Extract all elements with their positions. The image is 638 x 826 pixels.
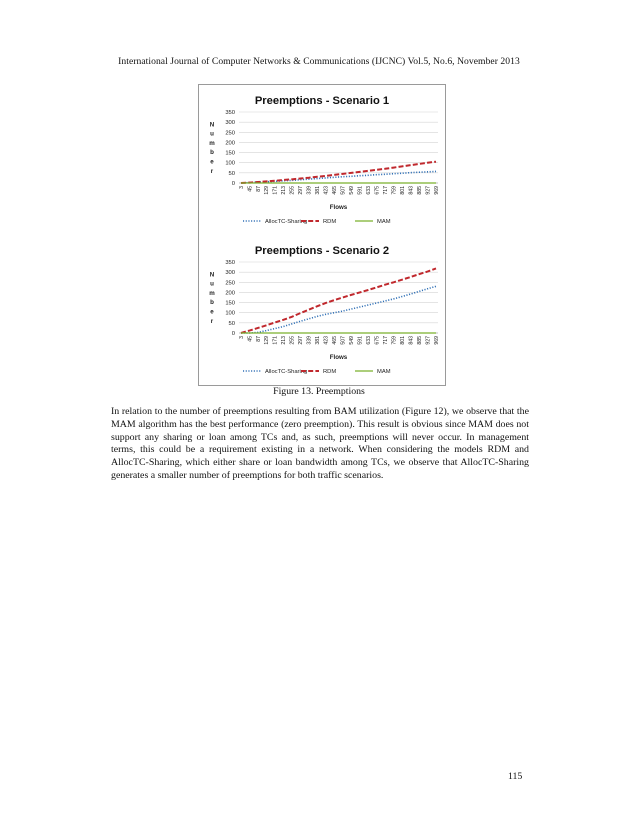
legend-label: RDM	[323, 219, 337, 225]
y-tick-label: 300	[225, 270, 235, 277]
x-tick-label: 927	[425, 186, 432, 195]
y-axis-label-letter: u	[210, 280, 214, 288]
x-tick-label: 507	[340, 336, 347, 345]
x-tick-label: 381	[315, 336, 322, 345]
y-axis-label-letter: m	[209, 139, 215, 147]
x-tick-label: 591	[357, 186, 364, 195]
figure-preemptions	[198, 84, 446, 386]
x-tick-label: 507	[340, 186, 347, 195]
x-tick-label: 465	[332, 336, 339, 345]
x-tick-label: 843	[408, 186, 415, 195]
page-number: 115	[508, 771, 523, 782]
journal-header: International Journal of Computer Networks & Communications (IJCNC) Vol.5, No.6, November 2013	[118, 56, 520, 67]
x-tick-label: 339	[306, 186, 313, 195]
legend-label: AllocTC-Sharing	[265, 369, 308, 375]
y-axis-label-letter: e	[210, 158, 214, 166]
y-tick-label: 200	[225, 290, 235, 297]
y-axis-label-letter: N	[209, 121, 215, 129]
x-tick-label: 675	[374, 336, 381, 345]
x-tick-label: 969	[433, 336, 440, 345]
x-axis-label: Flows	[329, 204, 348, 211]
x-tick-label: 885	[416, 186, 423, 195]
y-axis-label-letter: b	[210, 299, 214, 307]
series-line-alloctc-sharing	[241, 286, 436, 333]
x-tick-label: 969	[433, 186, 440, 195]
x-tick-label: 633	[365, 336, 372, 345]
legend-label: MAM	[377, 219, 391, 225]
x-tick-label: 45	[247, 336, 254, 342]
legend-label: RDM	[323, 369, 337, 375]
x-tick-label: 759	[391, 336, 398, 345]
x-tick-label: 129	[264, 336, 271, 345]
y-axis-label-letter: r	[210, 167, 214, 175]
y-tick-label: 0	[231, 331, 235, 337]
x-tick-label: 171	[272, 186, 279, 195]
y-tick-label: 350	[225, 110, 235, 116]
x-tick-label: 213	[281, 336, 288, 345]
x-tick-label: 549	[349, 336, 356, 345]
x-tick-label: 717	[382, 336, 389, 345]
x-tick-label: 297	[298, 336, 305, 345]
x-tick-label: 927	[425, 336, 432, 345]
y-axis-label-letter: m	[209, 289, 215, 297]
x-tick-label: 801	[399, 186, 406, 195]
x-tick-label: 591	[357, 336, 364, 345]
y-tick-label: 50	[228, 170, 235, 177]
x-tick-label: 843	[408, 336, 415, 345]
body-paragraph: In relation to the number of preemptions resulting from BAM utilization (Figure 12), we observe that the MAM algorithm has the best performance (zero preemption). This result is obvious since MAM does not support any sharing or loan among TCs and, as such, preemptions will never occur. In management terms, this could be a requirement existing in a network. When considering the models RDM and AllocTC-Sharing, which either share or loan bandwidth among TCs, we observe that AllocTC-Sharing generates a smaller number of preemptions for both traffic scenarios.	[111, 406, 529, 481]
x-tick-label: 339	[306, 336, 313, 345]
y-axis-label-letter: N	[209, 271, 215, 279]
chart-title: Preemptions - Scenario 2	[254, 245, 390, 257]
chart-scenario-2	[199, 235, 445, 385]
x-tick-label: 465	[332, 186, 339, 195]
y-tick-label: 50	[228, 320, 235, 327]
y-tick-label: 0	[231, 181, 235, 187]
x-tick-label: 717	[382, 186, 389, 195]
chart-scenario-1	[199, 85, 445, 235]
x-tick-label: 87	[255, 336, 262, 342]
y-tick-label: 300	[225, 120, 235, 127]
series-line-rdm	[241, 162, 436, 183]
y-tick-label: 200	[225, 140, 235, 147]
figure-caption: Figure 13. Preemptions	[273, 386, 365, 397]
y-tick-label: 250	[225, 130, 235, 137]
x-tick-label: 3	[238, 186, 245, 189]
x-tick-label: 45	[247, 186, 254, 192]
x-tick-label: 171	[272, 336, 279, 345]
x-tick-label: 801	[399, 336, 406, 345]
y-tick-label: 150	[225, 300, 235, 307]
x-tick-label: 549	[349, 186, 356, 195]
y-tick-label: 150	[225, 150, 235, 157]
x-tick-label: 759	[391, 186, 398, 195]
x-tick-label: 633	[365, 186, 372, 195]
y-tick-label: 100	[225, 310, 235, 317]
x-tick-label: 213	[281, 186, 288, 195]
y-tick-label: 250	[225, 280, 235, 287]
legend-label: AllocTC-Sharing	[265, 219, 308, 225]
x-tick-label: 255	[289, 186, 296, 195]
x-tick-label: 129	[264, 186, 271, 195]
y-axis-label-letter: b	[210, 149, 214, 157]
x-tick-label: 885	[416, 336, 423, 345]
x-tick-label: 675	[374, 186, 381, 195]
x-axis-label: Flows	[329, 354, 348, 361]
y-axis-label-letter: u	[210, 130, 214, 138]
x-tick-label: 423	[323, 336, 330, 345]
x-tick-label: 255	[289, 336, 296, 345]
y-tick-label: 350	[225, 260, 235, 266]
y-tick-label: 100	[225, 160, 235, 167]
y-axis-label-letter: e	[210, 308, 214, 316]
y-axis-label-letter: r	[210, 317, 214, 325]
x-tick-label: 381	[315, 186, 322, 195]
x-tick-label: 297	[298, 186, 305, 195]
legend-label: MAM	[377, 369, 391, 375]
chart-title: Preemptions - Scenario 1	[254, 95, 390, 107]
series-line-rdm	[241, 268, 436, 333]
x-tick-label: 87	[255, 186, 262, 192]
x-tick-label: 423	[323, 186, 330, 195]
x-tick-label: 3	[238, 336, 245, 339]
